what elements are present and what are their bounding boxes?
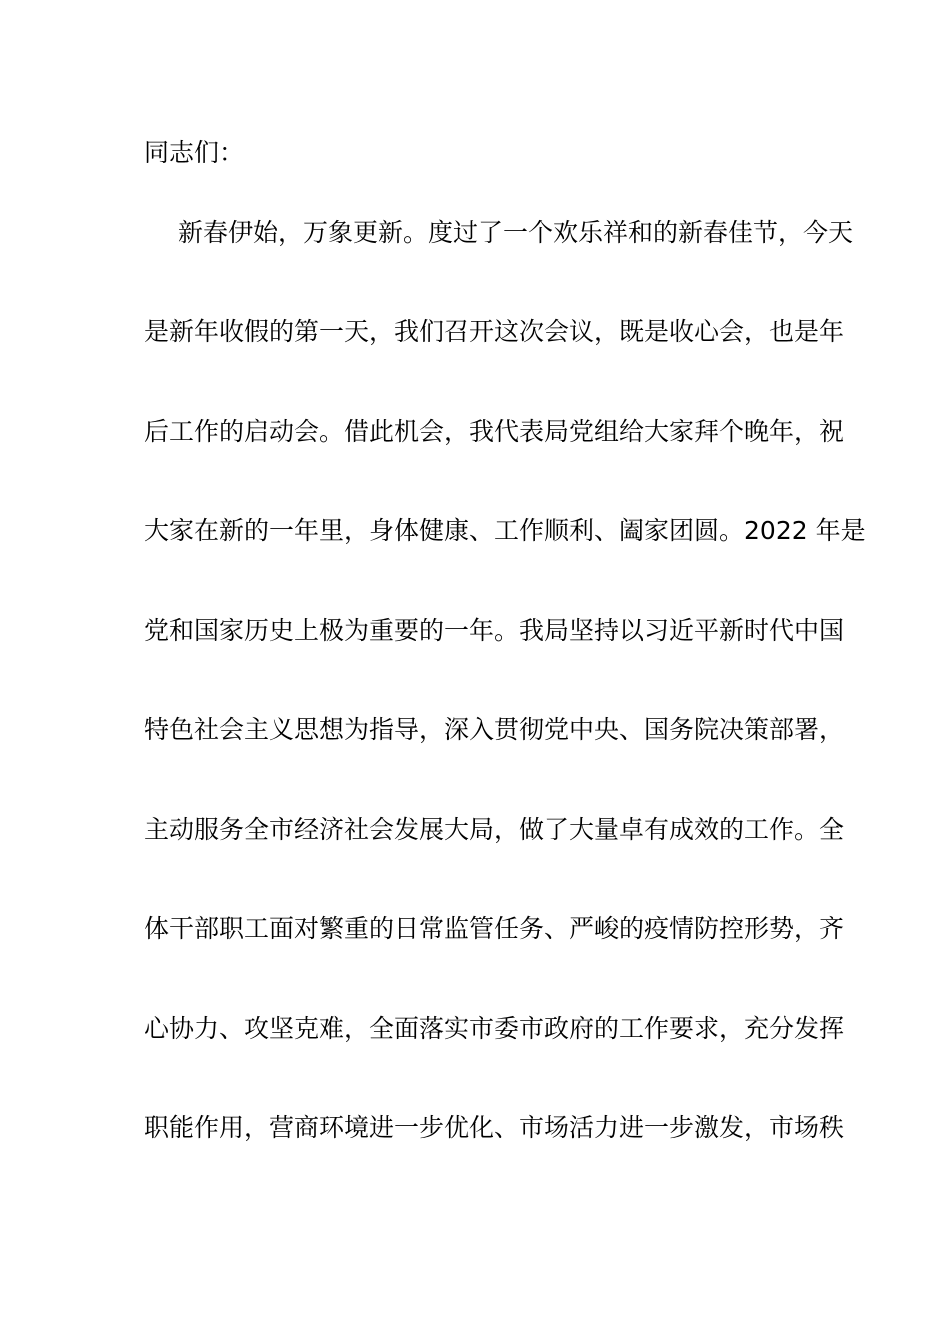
salutation: 同志们：: [144, 138, 245, 167]
paragraph-line: 大家在新的一年里，身体健康、工作顺利、阖家团圆。2022 年是: [144, 516, 866, 545]
paragraph-line: 新春伊始，万象更新。度过了一个欢乐祥和的新春佳节，今天: [178, 218, 854, 247]
paragraph-line: 是新年收假的第一天，我们召开这次会议，既是收心会，也是年: [144, 317, 845, 346]
paragraph-line: 主动服务全市经济社会发展大局，做了大量卓有成效的工作。全: [144, 815, 845, 844]
paragraph-line: 党和国家历史上极为重要的一年。我局坚持以习近平新时代中国: [144, 616, 845, 645]
paragraph-line: 体干部职工面对繁重的日常监管任务、严峻的疫情防控形势，齐: [144, 914, 845, 943]
paragraph-line: 特色社会主义思想为指导，深入贯彻党中央、国务院决策部署，: [144, 715, 845, 744]
paragraph-line: 后工作的启动会。借此机会，我代表局党组给大家拜个晚年，祝: [144, 417, 845, 446]
paragraph-line: 职能作用，营商环境进一步优化、市场活力进一步激发，市场秩: [144, 1113, 845, 1142]
paragraph-line: 心协力、攻坚克难，全面落实市委市政府的工作要求，充分发挥: [144, 1014, 845, 1043]
